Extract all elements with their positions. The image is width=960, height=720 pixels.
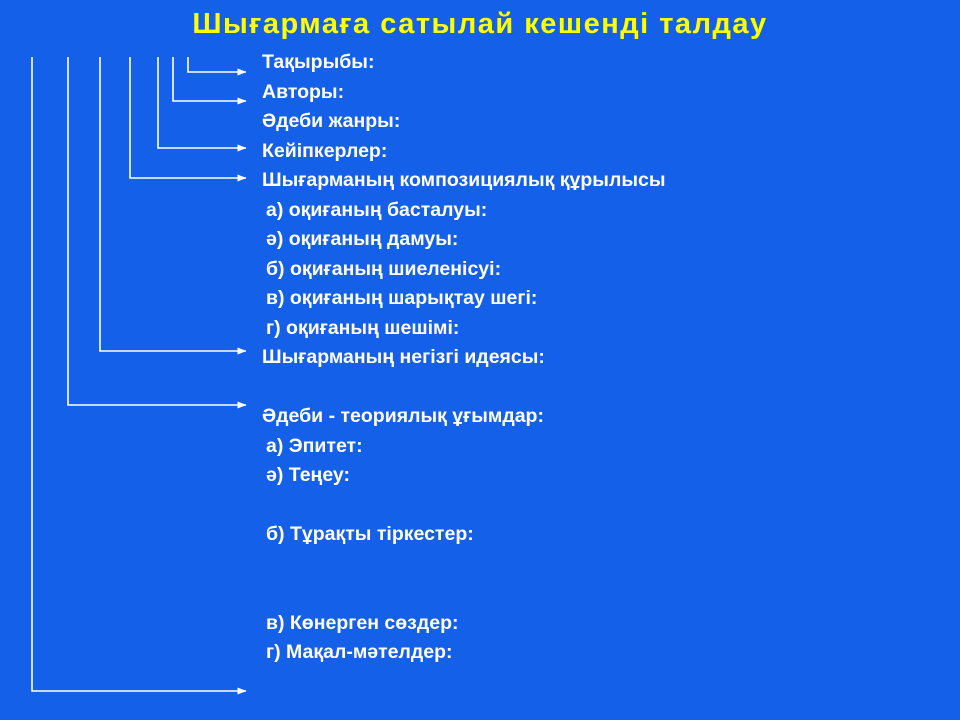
list-spacer — [262, 579, 952, 609]
list-item: Шығарманың композициялық құрылысы — [262, 169, 666, 191]
list-item: в) оқиғаның шарықтау шегі: — [266, 287, 538, 309]
page-title: Шығармаға сатылай кешенді талдау — [192, 8, 768, 40]
connector-composition — [130, 57, 246, 178]
list-item: Кейіпкерлер: — [262, 139, 388, 162]
list-item: а) Эпитет: — [266, 434, 363, 457]
list-item: ә) оқиғаның дамуы: — [266, 228, 459, 250]
list-item: Әдеби - теориялық ұғымдар: — [262, 405, 544, 427]
list-item: ә) Теңеу: — [266, 464, 350, 486]
connector-characters — [158, 57, 246, 148]
list-item: г) Мақал-мәтелдер: — [266, 641, 453, 663]
connector-overall — [32, 57, 246, 691]
list-item: г) оқиғаның шешімі: — [266, 316, 460, 339]
bracket-lines — [32, 57, 246, 691]
list-item: Шығарманың негізгі идеясы: — [262, 346, 545, 368]
list-item: б) Тұрақты тіркестер: — [266, 523, 474, 545]
list-spacer — [262, 373, 952, 403]
list-item: в) Көнерген сөздер: — [266, 611, 459, 634]
list-item: б) оқиғаның шиеленісуі: — [266, 257, 502, 280]
list-item: Әдеби жанры: — [262, 110, 401, 132]
connector-authors — [173, 57, 246, 101]
list-item: Тақырыбы: — [262, 51, 375, 73]
list-item: Авторы: — [262, 80, 345, 103]
connector-literary-terms — [68, 57, 246, 405]
list-item: а) оқиғаның басталуы: — [266, 198, 488, 221]
list-spacer — [262, 550, 952, 580]
list-spacer — [262, 491, 952, 521]
analysis-item-list — [262, 48, 952, 668]
connector-topic — [188, 57, 246, 72]
